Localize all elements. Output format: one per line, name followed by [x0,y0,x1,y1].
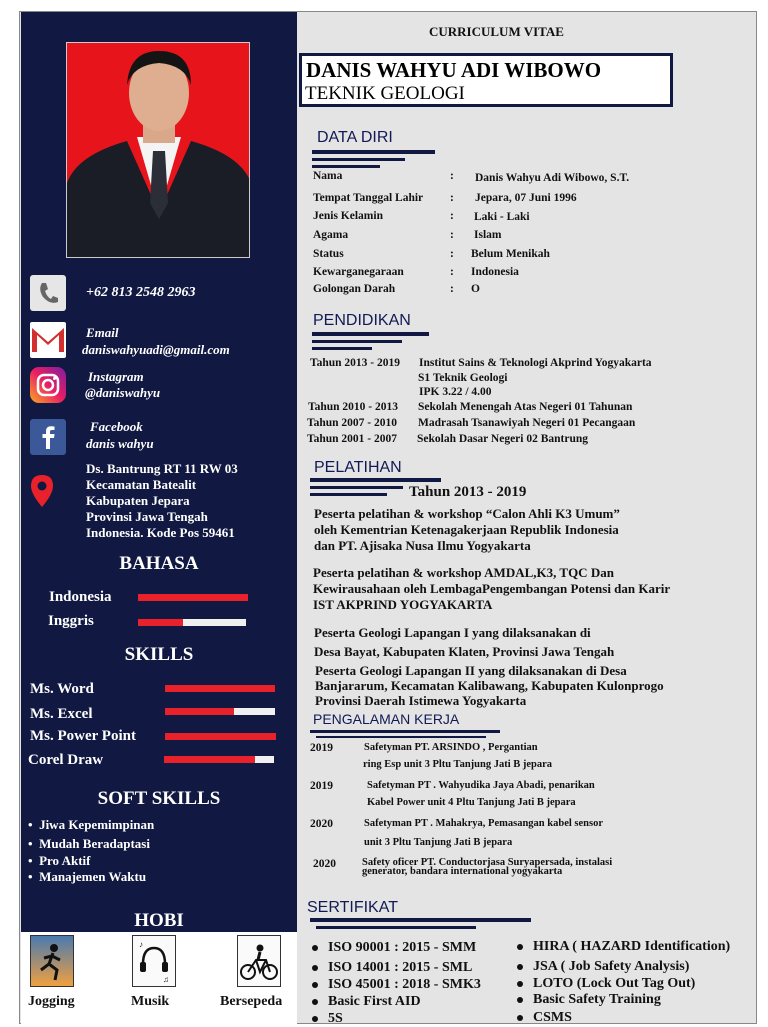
job-line: Safetyman PT . Wahyudika Jaya Abadi, penarikan [367,780,595,791]
field-value: Danis Wahyu Adi Wibowo, S.T. [475,172,630,184]
field-colon: : [450,210,454,222]
job-line: ring Esp unit 3 Pltu Tanjung Jati B jepara [363,759,553,770]
training-item: Peserta Geologi Lapangan I yang dilaksanakan di Desa Bayat, Kabupaten Klaten, Provinsi Jawa Tengah [314,625,615,659]
edu-line: IPK 3.22 / 4.00 [419,386,492,398]
bahasa-title: BAHASA [119,553,199,574]
skill-label: Ms. Power Point [30,728,136,744]
soft-skill-item: • Manajemen Waktu [28,869,147,884]
field-colon: : [450,283,454,295]
cert-item: Basic Safety Training [517,992,661,1008]
data-diri-title: DATA DIRI [317,129,393,146]
soft-skill-item: • Jiwa Kepemimpinan [28,817,155,832]
field-value: O [471,283,480,295]
field-value: Islam [474,229,502,241]
cv-title: CURRICULUM VITAE [429,24,564,39]
instagram-icon [30,367,66,403]
hobi-label: Bersepeda [220,994,283,1009]
svg-text:♫: ♫ [163,975,169,984]
edu-year: Tahun 2007 - 2010 [307,417,398,429]
hobi-title: HOBI [134,910,184,931]
language-label: Inggris [48,613,94,629]
job-line: unit 3 Pltu Tanjung Jati B jepara [364,837,513,848]
language-label: Indonesia [49,589,112,605]
pengalaman-title: PENGALAMAN KERJA [313,711,460,727]
phone-number: +62 813 2548 2963 [86,285,196,300]
skill-level-bar [165,708,275,715]
cert-item: ISO 90001 : 2015 - SMM [312,940,476,956]
field-colon: : [450,266,454,278]
running-icon [30,935,74,987]
section-rule [316,926,476,929]
address-line: Provinsi Jawa Tengah [86,509,208,524]
field-value: Jepara, 07 Juni 1996 [475,192,577,204]
edu-line: S1 Teknik Geologi [418,372,508,384]
field-label: Nama [313,170,343,182]
skill-level-bar [165,733,276,740]
address-line: Kabupaten Jepara [86,493,190,508]
skill-level-bar [165,685,275,692]
sertifikat-title: SERTIFIKAT [307,899,398,916]
edu-year: Tahun 2013 - 2019 [310,357,401,369]
field-colon: : [450,248,454,260]
job-year: 2020 [313,858,336,870]
section-rule [310,486,403,489]
section-rule [312,165,380,168]
hobi-label: Musik [131,994,170,1009]
job-line: Kabel Power unit 4 Pltu Tanjung Jati B jepara [367,797,576,808]
instagram-handle[interactable]: @daniswahyu [85,385,161,400]
field-label: Tempat Tanggal Lahir [313,192,424,204]
section-rule [312,347,372,350]
section-rule [310,918,531,922]
edu-line: Sekolah Dasar Negeri 02 Bantrung [417,433,589,445]
field-label: Golongan Darah [313,283,396,295]
facebook-name[interactable]: danis wahyu [86,436,154,451]
full-name: DANIS WAHYU ADI WIBOWO [306,58,602,82]
job-year: 2019 [310,742,333,754]
job-year: 2019 [310,780,333,792]
field-label: Kewarganegaraan [313,266,404,278]
field-label: Jenis Kelamin [313,210,383,222]
edu-year: Tahun 2010 - 2013 [308,401,399,413]
profile-photo [66,42,250,258]
cert-item: HIRA ( HAZARD Identification) [517,939,730,955]
edu-line: Sekolah Menengah Atas Negeri 01 Tahunan [418,401,633,413]
section-rule [316,736,486,738]
cert-item: JSA ( Job Safety Analysis) [517,959,689,975]
bicycle-icon [237,935,281,987]
address-line: Kecamatan Batealit [86,477,197,492]
soft-skill-item: • Pro Aktif [28,853,91,868]
email-icon [30,322,66,358]
section-rule [312,158,405,161]
edu-line: Madrasah Tsanawiyah Negeri 01 Pecangaan [418,417,636,429]
section-rule [312,150,435,154]
language-level-bar [138,594,248,601]
skill-label: Corel Draw [28,752,104,768]
cert-item: CSMS [517,1010,572,1026]
field-colon: : [450,229,454,241]
svg-text:♪: ♪ [139,940,143,949]
soft-skills-title: SOFT SKILLS [97,788,221,809]
field-value: Indonesia [471,266,519,278]
edu-line: Institut Sains & Teknologi Akprind Yogyakarta [419,357,652,369]
phone-icon [30,275,66,311]
language-level-bar [138,619,246,626]
field-value: Belum Menikah [471,248,550,260]
address-line: Indonesia. Kode Pos 59461 [86,525,235,540]
hobi-label: Jogging [28,994,75,1009]
job-line: Safety oficer PT. Conductorjasa Suryapersada, instalasi [362,857,613,868]
cert-item: 5S [312,1011,343,1027]
job-line: generator, bandara international yogyakarta [362,866,563,877]
skill-level-bar [164,756,274,763]
email-label: Email [86,325,119,340]
section-rule [310,730,500,733]
cert-item: ISO 45001 : 2018 - SMK3 [312,977,481,993]
section-rule [310,493,387,496]
section-rule [312,332,429,336]
section-rule [310,478,441,482]
cert-item: LOTO (Lock Out Tag Out) [517,976,695,992]
major: TEKNIK GEOLOGI [305,83,465,104]
training-item: Peserta pelatihan & workshop AMDAL,K3, TQC Dan Kewirausahaan oleh LembagaPengembangan Potensi dan Karir IST AKPRIND YOGYAKARTA [313,565,671,612]
location-pin-icon [29,474,65,510]
section-rule [312,340,402,343]
training-item: Peserta pelatihan & workshop “Calon Ahli K3 Umum” oleh Kementrian Ketenagakerjaan Republik Indonesia dan PT. Ajisaka Nusa Ilmu Yogyakarta [314,506,620,553]
address-block [86,461,238,541]
field-value: Laki - Laki [474,211,530,223]
cert-item: ISO 14001 : 2015 - SML [312,960,472,976]
skills-title: SKILLS [124,644,194,665]
soft-skill-item: • Mudah Beradaptasi [28,836,150,851]
skill-label: Ms. Excel [30,706,93,722]
job-year: 2020 [310,818,333,830]
pendidikan-title: PENDIDIKAN [313,312,411,329]
field-label: Status [313,248,344,260]
training-item: Peserta Geologi Lapangan II yang dilaksanakan di Desa Banjararum, Kecamatan Kalibawang, Kabupaten Kulonprogo Provinsi Daerah Istimewa Yogyakarta [315,663,664,708]
facebook-icon [30,419,66,455]
music-icon [132,935,176,987]
cert-item: Basic First AID [312,994,421,1010]
job-line: Safetyman PT. ARSINDO , Pergantian [364,742,538,753]
pelatihan-title: PELATIHAN [314,459,402,476]
job-line: Safetyman PT . Mahakrya, Pemasangan kabel sensor [364,818,603,829]
instagram-label: Instagram [88,369,144,384]
email-address[interactable]: daniswahyuadi@gmail.com [82,342,230,357]
address-line: Ds. Bantrung RT 11 RW 03 [86,461,238,476]
field-label: Agama [313,229,349,241]
field-colon: : [450,170,454,182]
field-colon: : [450,192,454,204]
edu-year: Tahun 2001 - 2007 [307,433,398,445]
skill-label: Ms. Word [30,681,94,697]
pelatihan-period: Tahun 2013 - 2019 [409,484,527,500]
facebook-label: Facebook [90,419,143,434]
